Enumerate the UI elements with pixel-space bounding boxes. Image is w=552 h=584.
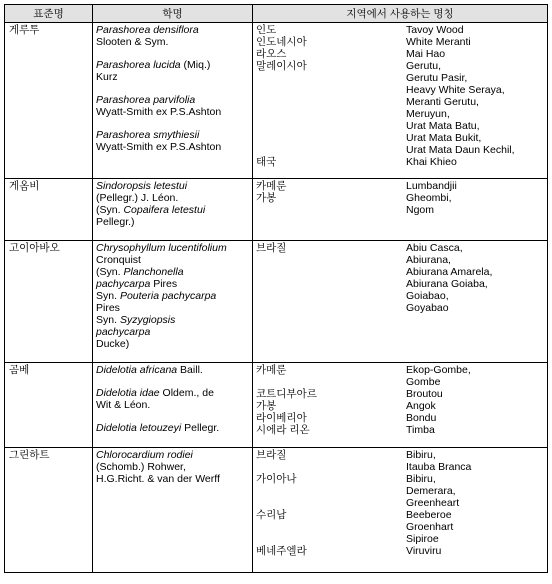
scientific-name-line	[96, 129, 249, 141]
region-name: 시에라 리온	[256, 424, 310, 436]
region-name: 카메룬	[256, 180, 287, 192]
scientific-name-italic: Parashorea parvifolia	[96, 94, 196, 106]
region-name	[256, 72, 406, 84]
standard-name-cell: 곰베	[5, 363, 93, 448]
region-name: 라오스	[256, 48, 287, 60]
region-column	[256, 24, 406, 168]
scientific-name-text: (Pellegr.) J. Léon.	[96, 192, 179, 204]
scientific-name-cell	[93, 23, 253, 179]
local-name: Demerara,	[406, 485, 456, 497]
region-name: 태국	[256, 156, 277, 168]
region-name: 카메룬	[256, 364, 287, 376]
scientific-name-line	[96, 326, 249, 338]
region-name: 인도	[256, 24, 277, 36]
scientific-name-italic: Planchonella	[123, 266, 184, 278]
local-name: White Meranti	[406, 36, 471, 48]
local-name: Mai Hao	[406, 48, 446, 60]
local-names-cell	[253, 23, 548, 179]
scientific-name-text: Wyatt-Smith ex P.S.Ashton	[96, 141, 222, 153]
local-name-column	[406, 24, 544, 168]
scientific-name-line	[96, 59, 249, 71]
scientific-name-group	[96, 129, 249, 153]
scientific-name-text: Wyatt-Smith ex P.S.Ashton	[96, 106, 222, 118]
local-name-column	[406, 242, 544, 314]
scientific-name-line	[96, 192, 249, 204]
local-name: Urat Mata Bukit,	[406, 132, 482, 144]
region-name: 베네주엘라	[256, 545, 307, 557]
scientific-name-italic: pachycarpa	[96, 326, 151, 338]
local-name: Abiurana Amarela,	[406, 266, 493, 278]
scientific-name-text: (Syn.	[96, 204, 124, 216]
region-name: 라이베리아	[256, 412, 307, 424]
standard-name-cell: 게루투	[5, 23, 93, 179]
region-name: 가이아나	[256, 473, 297, 485]
local-name: Urat Mata Batu,	[406, 120, 480, 132]
scientific-name-line	[96, 94, 249, 106]
local-name: Abiu Casca,	[406, 242, 463, 254]
local-name: Viruviru	[406, 545, 442, 557]
scientific-name-line	[96, 106, 249, 118]
region-column	[256, 364, 406, 436]
scientific-name-text: Baill.	[177, 364, 203, 376]
scientific-name-text: Pires	[150, 278, 178, 290]
local-name: Gerutu Pasir,	[406, 72, 468, 84]
region-name: 브라질	[256, 449, 287, 461]
scientific-name-italic: Chlorocardium rodiei	[96, 449, 193, 461]
local-name: Abiurana Goiaba,	[406, 278, 488, 290]
standard-name-cell: 고이아바오	[5, 241, 93, 363]
scientific-name-text: Slooten & Sym.	[96, 36, 169, 48]
local-name: Lumbandjii	[406, 180, 457, 192]
scientific-name-text: Pires	[96, 302, 120, 314]
scientific-name-italic: Parashorea lucida	[96, 59, 181, 71]
table-row	[5, 363, 548, 448]
scientific-name-line	[96, 387, 249, 399]
local-name: Bondu	[406, 412, 437, 424]
scientific-name-text: Syn.	[96, 314, 120, 326]
scientific-name-line	[96, 422, 249, 434]
scientific-name-line	[96, 338, 249, 350]
region-name: 가봉	[256, 192, 277, 204]
table-row	[5, 448, 548, 573]
scientific-name-line	[96, 216, 249, 228]
local-name: Itauba Branca	[406, 461, 472, 473]
region-name	[256, 120, 406, 132]
local-name: Urat Mata Daun Kechil,	[406, 144, 515, 156]
region-name: 브라질	[256, 242, 287, 254]
scientific-name-line	[96, 290, 249, 302]
scientific-name-line	[96, 254, 249, 266]
local-name: Beeberoe	[406, 509, 452, 521]
scientific-name-text: Wit & Léon.	[96, 399, 151, 411]
local-name: Ngom	[406, 204, 435, 216]
local-name: Angok	[406, 400, 436, 412]
region-name	[256, 376, 406, 388]
local-name-column	[406, 449, 544, 557]
species-table	[4, 4, 548, 573]
scientific-name-text: Ducke)	[96, 338, 130, 350]
local-names-cell	[253, 448, 548, 573]
local-name: Bibiru,	[406, 473, 436, 485]
scientific-name-italic: pachycarpa	[96, 278, 151, 290]
region-column	[256, 180, 406, 216]
region-name	[256, 144, 406, 156]
scientific-name-group	[96, 449, 249, 485]
local-name: Gheombi,	[406, 192, 452, 204]
scientific-name-text: Oldem., de	[159, 387, 214, 399]
local-name: Meruyun,	[406, 108, 450, 120]
local-name: Gerutu,	[406, 60, 442, 72]
scientific-name-text: Syn.	[96, 290, 120, 302]
scientific-name-group	[96, 24, 249, 48]
scientific-name-cell	[93, 241, 253, 363]
local-names-grid	[256, 24, 544, 168]
region-name	[256, 521, 406, 533]
scientific-name-text: Pellegr.	[181, 422, 220, 434]
scientific-name-line	[96, 473, 249, 485]
scientific-name-italic: Parashorea densiflora	[96, 24, 199, 36]
scientific-name-text: (Syn.	[96, 266, 124, 278]
scientific-name-italic: Didelotia idae	[96, 387, 160, 399]
table-row	[5, 23, 548, 179]
header-scientific-name: 학명	[93, 5, 253, 23]
local-name: Sipiroe	[406, 533, 439, 545]
region-name	[256, 533, 406, 545]
scientific-name-italic: Pouteria pachycarpa	[119, 290, 217, 302]
local-name: Ekop-Gombe,	[406, 364, 471, 376]
scientific-name-text: Pellegr.)	[96, 216, 135, 228]
local-name: Goyabao	[406, 302, 449, 314]
scientific-name-text: Cronquist	[96, 254, 141, 266]
scientific-name-group	[96, 94, 249, 118]
local-names-cell	[253, 363, 548, 448]
region-name: 인도네시아	[256, 36, 307, 48]
scientific-name-italic: Sindoropsis letestui	[96, 180, 188, 192]
scientific-name-group	[96, 422, 249, 434]
local-name: Bibiru,	[406, 449, 436, 461]
region-name	[256, 461, 406, 473]
region-name: 코트디부아르	[256, 388, 317, 400]
region-name: 수리남	[256, 509, 287, 521]
region-name: 가봉	[256, 400, 277, 412]
scientific-name-group	[96, 180, 249, 228]
scientific-name-italic: Syzygiopsis	[119, 314, 176, 326]
standard-name-cell: 그린하트	[5, 448, 93, 573]
scientific-name-line	[96, 141, 249, 153]
local-name: Greenheart	[406, 497, 460, 509]
region-name	[256, 132, 406, 144]
table-row	[5, 179, 548, 241]
scientific-name-line	[96, 302, 249, 314]
scientific-name-line	[96, 71, 249, 83]
scientific-name-italic: Didelotia letouzeyi	[96, 422, 182, 434]
scientific-name-line	[96, 180, 249, 192]
scientific-name-text: Kurz	[96, 71, 118, 83]
scientific-name-line	[96, 204, 249, 216]
scientific-name-cell	[93, 363, 253, 448]
local-names-cell	[253, 179, 548, 241]
scientific-name-group	[96, 387, 249, 411]
local-name: Abiurana,	[406, 254, 451, 266]
scientific-name-italic: Didelotia africana	[96, 364, 178, 376]
local-name-column	[406, 180, 544, 216]
scientific-name-text: H.G.Richt. & van der Werff	[96, 473, 220, 485]
local-names-grid	[256, 364, 544, 436]
region-name	[256, 485, 406, 497]
table-row	[5, 241, 548, 363]
local-name: Meranti Gerutu,	[406, 96, 479, 108]
header-row	[5, 5, 548, 23]
local-name-column	[406, 364, 544, 436]
local-name: Timba	[406, 424, 435, 436]
scientific-name-line	[96, 364, 249, 376]
scientific-name-line	[96, 24, 249, 36]
local-name: Heavy White Seraya,	[406, 84, 505, 96]
local-names-cell	[253, 241, 548, 363]
scientific-name-line	[96, 461, 249, 473]
scientific-name-italic: Copaifera letestui	[123, 204, 206, 216]
scientific-name-italic: Chrysophyllum lucentifolium	[96, 242, 227, 254]
region-column	[256, 449, 406, 557]
scientific-name-line	[96, 36, 249, 48]
scientific-name-line	[96, 242, 249, 254]
scientific-name-line	[96, 266, 249, 278]
document	[4, 4, 548, 573]
local-name: Gombe	[406, 376, 441, 388]
scientific-name-line	[96, 278, 249, 290]
scientific-name-text: (Schomb.) Rohwer,	[96, 461, 186, 473]
local-name: Tavoy Wood	[406, 24, 464, 36]
scientific-name-line	[96, 449, 249, 461]
scientific-name-group	[96, 242, 249, 350]
local-names-grid	[256, 242, 544, 314]
local-name: Khai Khieo	[406, 156, 457, 168]
region-column	[256, 242, 406, 314]
local-names-grid	[256, 449, 544, 557]
scientific-name-cell	[93, 448, 253, 573]
scientific-name-group	[96, 364, 249, 376]
region-name	[256, 108, 406, 120]
local-names-grid	[256, 180, 544, 216]
scientific-name-line	[96, 399, 249, 411]
region-name	[256, 84, 406, 96]
scientific-name-group	[96, 59, 249, 83]
local-name: Broutou	[406, 388, 443, 400]
local-name: Goiabao,	[406, 290, 449, 302]
scientific-name-italic: Parashorea smythiesii	[96, 129, 200, 141]
local-name: Groenhart	[406, 521, 454, 533]
region-name: 말레이시아	[256, 60, 307, 72]
region-name	[256, 497, 406, 509]
header-standard-name: 표준명	[5, 5, 93, 23]
region-name	[256, 96, 406, 108]
scientific-name-line	[96, 314, 249, 326]
scientific-name-text: (Miq.)	[180, 59, 211, 71]
standard-name-cell: 게옴비	[5, 179, 93, 241]
header-local-names: 지역에서 사용하는 명칭	[253, 5, 548, 23]
scientific-name-cell	[93, 179, 253, 241]
